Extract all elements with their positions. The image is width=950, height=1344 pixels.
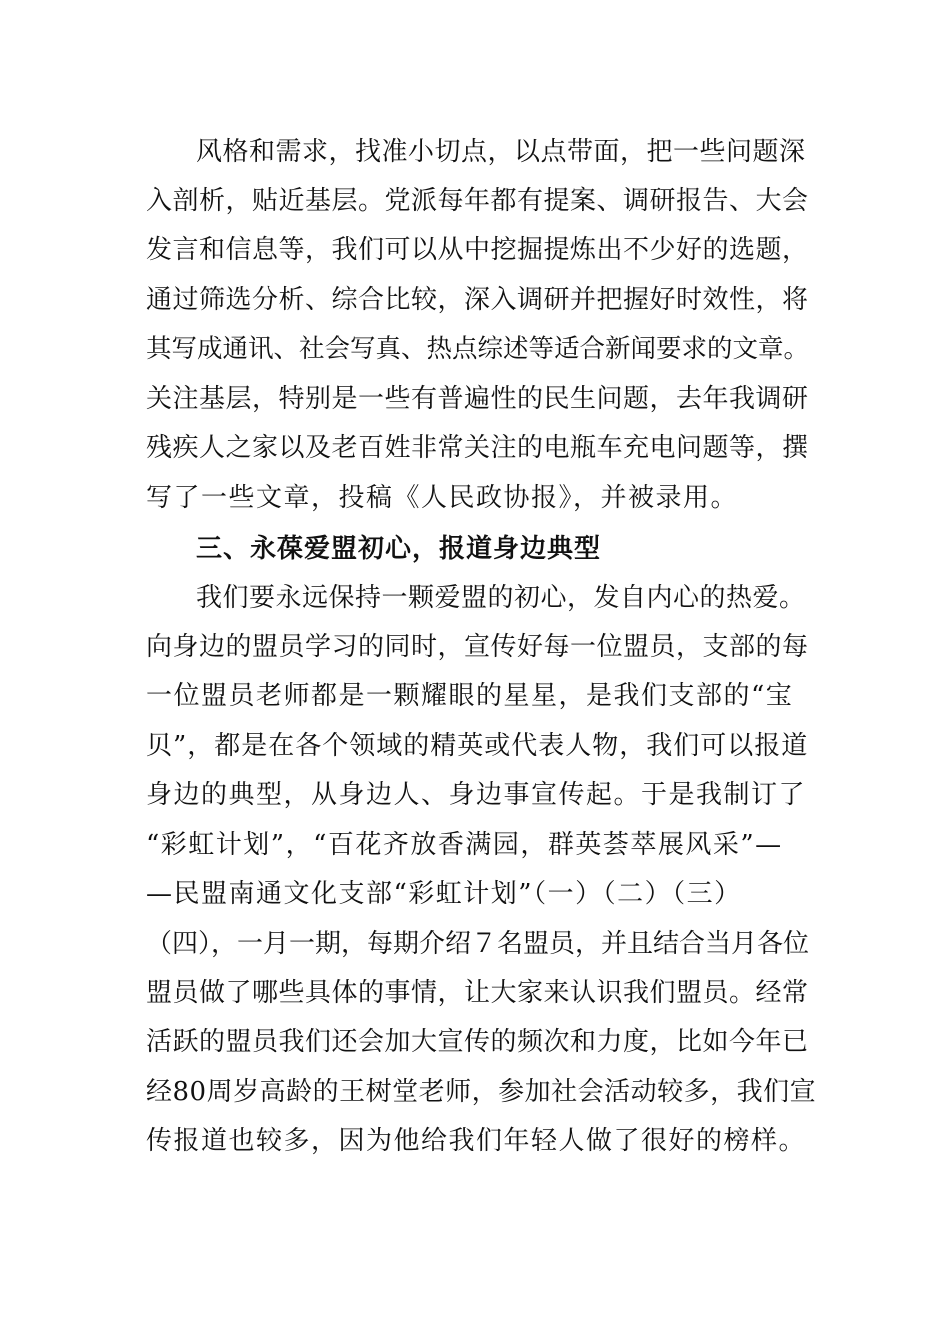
paragraph-1-line: 发言和信息等，我们可以从中挖掘提炼出不少好的选题， — [146, 235, 809, 265]
paragraph-2-line: 贝”，都是在各个领域的精英或代表人物，我们可以报道 — [146, 731, 809, 761]
paragraph-2-line: —民盟南通文化支部“彩虹计划”（一）（二）（三） — [146, 879, 742, 909]
paragraph-1-line: 风格和需求，找准小切点，以点带面，把一些问题深 — [196, 137, 806, 167]
paragraph-2-line: 传报道也较多，因为他给我们年轻人做了很好的榜样。 — [146, 1126, 807, 1156]
paragraph-1-line: 其写成通讯、社会写真、热点综述等适合新闻要求的文章。 — [146, 334, 810, 364]
paragraph-2-line: 盟员做了哪些具体的事情，让大家来认识我们盟员。经常 — [146, 978, 809, 1008]
paragraph-2-line: 一位盟员老师都是一颗耀眼的星星，是我们支部的“宝 — [146, 681, 794, 711]
paragraph-1-line: 写了一些文章，投稿《人民政协报》，并被录用。 — [146, 483, 739, 513]
paragraph-2-line: 身边的典型，从身边人、身边事宣传起。于是我制订了 — [146, 780, 807, 810]
paragraph-2-line: 活跃的盟员我们还会加大宣传的频次和力度，比如今年已 — [146, 1027, 809, 1057]
paragraph-1-line: 残疾人之家以及老百姓非常关注的电瓶车充电问题等，撰 — [146, 433, 809, 463]
paragraph-1-line: 通过筛选分析、综合比较，深入调研并把握好时效性，将 — [146, 285, 809, 315]
paragraph-2-line: （四），一月一期，每期介绍７名盟员，并且结合当月各位 — [146, 929, 810, 959]
paragraph-1-line: 入剖析，贴近基层。党派每年都有提案、调研报告、大会 — [146, 186, 809, 216]
paragraph-2-line: 我们要永远保持一颗爱盟的初心，发自内心的热爱。 — [196, 583, 806, 613]
paragraph-1-line: 关注基层，特别是一些有普遍性的民生问题，去年我调研 — [146, 384, 809, 414]
section-heading: 三、永葆爱盟初心，报道身边典型 — [196, 534, 602, 564]
paragraph-2-line: 向身边的盟员学习的同时，宣传好每一位盟员，支部的每 — [146, 632, 809, 662]
paragraph-2-line: “彩虹计划”，“百花齐放香满园，群英荟萃展风采”— — [146, 830, 783, 860]
paragraph-2-line: 经80周岁高龄的王树堂老师，参加社会活动较多，我们宣 — [146, 1077, 817, 1107]
